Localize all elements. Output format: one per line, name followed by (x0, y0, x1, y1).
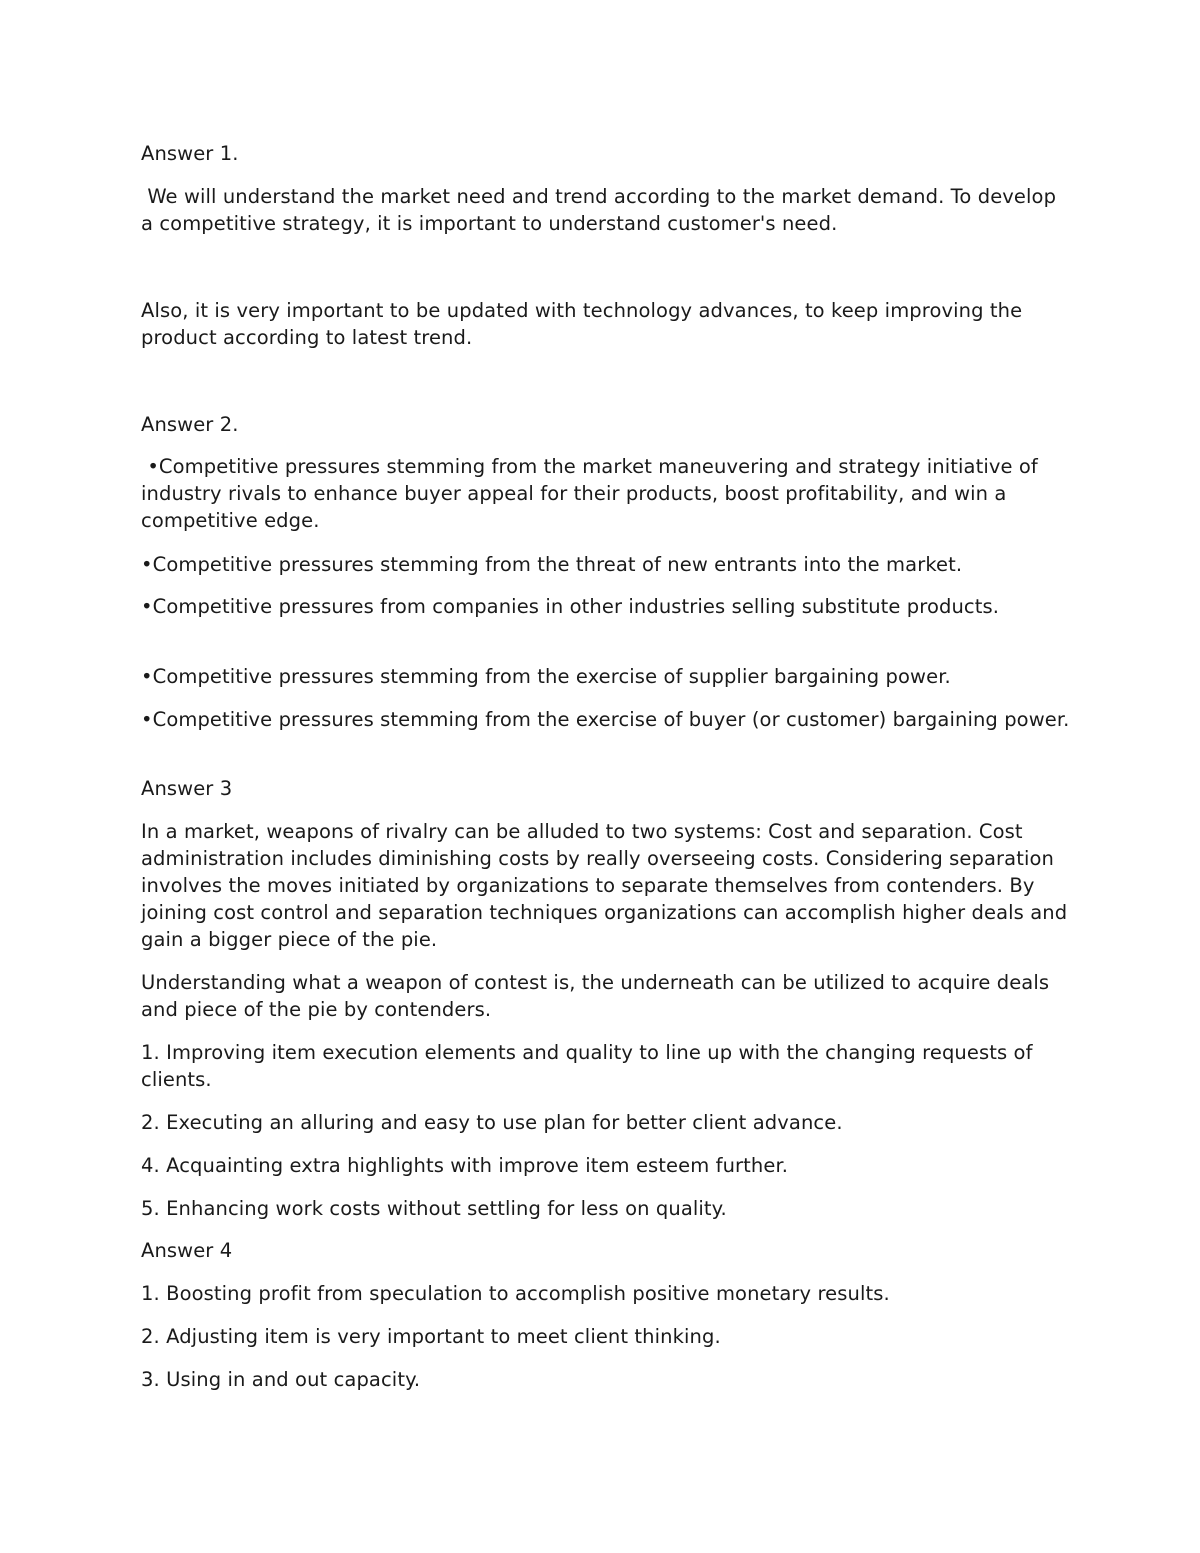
answer-3-heading: Answer 3 (141, 777, 233, 800)
answer-3-item-4: 5. Enhancing work costs without settling for less on quality. (141, 1197, 727, 1220)
answer-4-item-2: 2. Adjusting item is very important to meet client thinking. (141, 1325, 721, 1348)
answer-1-paragraph-1: We will understand the market need and trend according to the market demand. To develop a competitive strategy, it is important to understand customer's need. (141, 185, 1063, 235)
answer-1-paragraph-2: Also, it is very important to be updated with technology advances, to keep improving the product according to latest trend. (141, 299, 1029, 349)
answer-3-item-2: 2. Executing an alluring and easy to use plan for better client advance. (141, 1111, 843, 1134)
answer-2-bullet-3: •Competitive pressures from companies in other industries selling substitute products. (141, 595, 1000, 618)
answer-4-item-3: 3. Using in and out capacity. (141, 1368, 421, 1391)
answer-3-item-3: 4. Acquainting extra highlights with improve item esteem further. (141, 1154, 789, 1177)
answer-3-paragraph-2: Understanding what a weapon of contest is, the underneath can be utilized to acquire deals and piece of the pie by contenders. (141, 971, 1056, 1021)
answer-2-bullet-4: •Competitive pressures stemming from the exercise of supplier bargaining power. (141, 665, 951, 688)
answer-4-heading: Answer 4 (141, 1239, 233, 1262)
answer-2-bullet-1: •Competitive pressures stemming from the market maneuvering and strategy initiative of industry rivals to enhance buyer appeal for their products, boost profitability, and win a competitive edge. (141, 455, 1045, 532)
answer-4-item-1: 1. Boosting profit from speculation to accomplish positive monetary results. (141, 1282, 890, 1305)
answer-2-bullet-2: •Competitive pressures stemming from the threat of new entrants into the market. (141, 553, 963, 576)
answer-3-paragraph-1: In a market, weapons of rivalry can be alluded to two systems: Cost and separation. Cost administration includes diminishing costs by really overseeing costs. Considering separation involves the moves initiated by organizations to separate themselves from contenders. By joining cost control and separation techniques organizations can accomplish higher deals and gain a bigger piece of the pie. (141, 820, 1074, 951)
answer-2-heading: Answer 2. (141, 413, 239, 436)
answer-3-item-1: 1. Improving item execution elements and quality to line up with the changing requests of clients. (141, 1041, 1039, 1091)
answer-2-bullet-5: •Competitive pressures stemming from the exercise of buyer (or customer) bargaining power. (141, 708, 1070, 731)
answer-1-heading: Answer 1. (141, 142, 239, 165)
